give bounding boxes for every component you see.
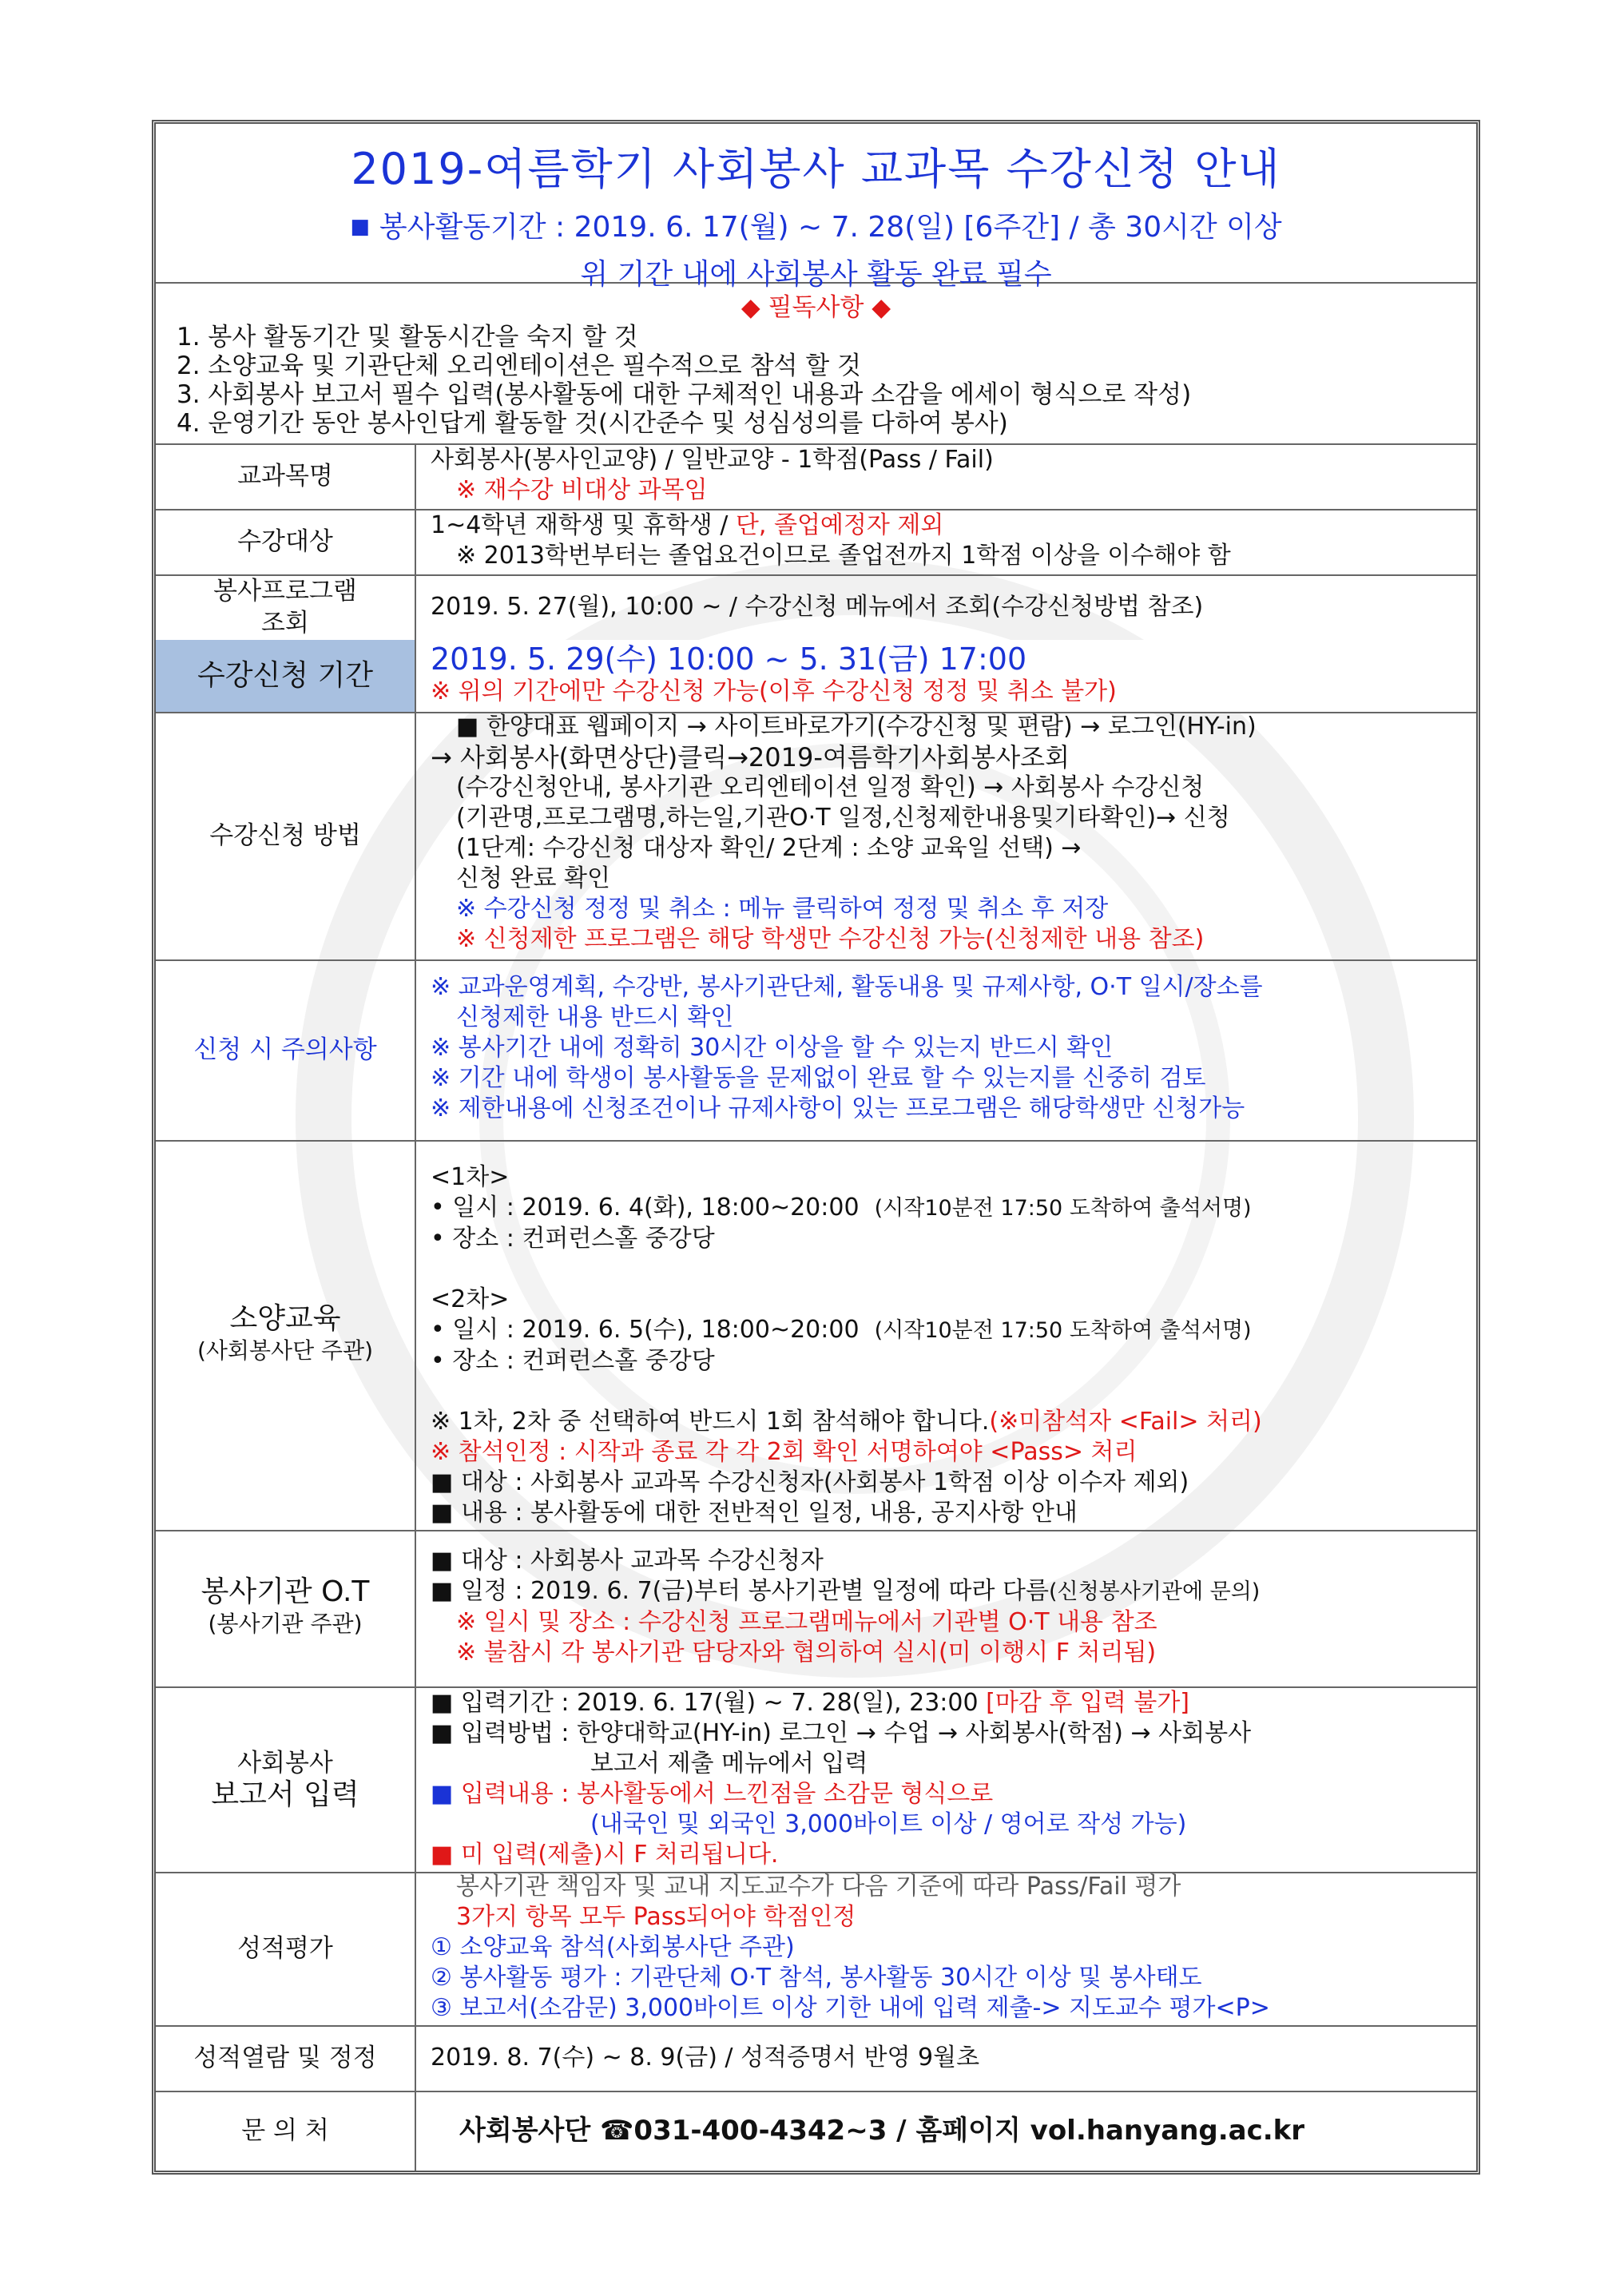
caution-item: ※ 봉사기간 내에 정확히 30시간 이상을 할 수 있는지 반드시 확인 (431, 1034, 1114, 1062)
notice-item: 2. 소양교육 및 기관단체 오리엔테이션은 필수적으로 참석 할 것 (177, 352, 862, 380)
session2-place: • 장소 : 컨퍼런스홀 중강당 (431, 1347, 715, 1375)
contact-info: 사회봉사단 ☎031-400-4342~3 / 홈페이지 vol.hanyang.ac.kr (459, 2115, 1305, 2147)
absence-fail-note: (※미참석자 <Fail> 처리) (989, 1408, 1262, 1436)
caution-item: ※ 제한내용에 신청조건이나 규제사항이 있는 프로그램은 해당학생만 신청가능 (431, 1094, 1245, 1122)
method-step: (기관명,프로그램명,하는일,기관O·T 일정,신청제한내용및기타확인)→ 신청 (456, 804, 1230, 832)
education-label: 소양교육 (사회봉사단 주관) (156, 1140, 416, 1530)
caution-item: ※ 교과운영계획, 수강반, 봉사기관단체, 활동내용 및 규제사항, O·T 일시/장소를 (431, 973, 1263, 1001)
program-info: 2019. 5. 27(월), 10:00 ~ / 수강신청 메뉴에서 조회(수강신청방법 참조) (431, 593, 1204, 621)
pass-recognition-note: ※ 참석인정 : 시작과 종료 각 각 2회 확인 서명하여야 <Pass> 처리 (431, 1438, 1138, 1466)
session2-heading: <2차> (431, 1285, 510, 1313)
page-title: 2019-여름학기 사회봉사 교과목 수강신청 안내 (351, 144, 1281, 194)
report-row (156, 1686, 1476, 1873)
program-label: 봉사프로그램 조회 (156, 574, 416, 640)
orientation-schedule: ■ 일정 : 2019. 6. 7(금)부터 봉사기관별 일정에 따라 다름 (431, 1577, 1049, 1605)
course-label: 교과목명 (156, 443, 416, 509)
session2-note: (시작10분전 17:50 도착하여 출석서명) (874, 1318, 1252, 1343)
contact-label: 문 의 처 (156, 2091, 416, 2171)
report-label: 사회봉사 보고서 입력 (156, 1686, 416, 1872)
square-bullet-icon: ■ (431, 1780, 454, 1808)
result-row (156, 2025, 1476, 2092)
target-exclusion: 단, 졸업예정자 제외 (735, 511, 944, 539)
target-note: ※ 2013학번부터는 졸업요건이므로 졸업전까지 1학점 이상을 이수해야 함 (456, 542, 1231, 570)
education-content: ■ 내용 : 봉사활동에 대한 전반적인 일정, 내용, 공지사항 안내 (431, 1499, 1078, 1527)
target-info: 1~4학년 재학생 및 휴학생 / (431, 511, 736, 539)
caution-item: ※ 기간 내에 학생이 봉사활동을 문제없이 완료 할 수 있는지를 신중히 검토 (431, 1064, 1206, 1092)
method-step: 신청 완료 확인 (456, 864, 610, 892)
grade-row (156, 1872, 1476, 2027)
period-row (156, 640, 1476, 713)
report-method-detail: 보고서 제출 메뉴에서 입력 (590, 1750, 868, 1778)
target-label: 수강대상 (156, 509, 416, 574)
session1-note: (시작10분전 17:50 도착하여 출석서명) (874, 1196, 1252, 1221)
notice-heading: ◆ 필독사항 ◆ (741, 293, 891, 322)
method-step: (수강신청안내, 봉사기관 오리엔테이션 일정 확인) → 사회봉사 수강신청 (456, 773, 1205, 801)
result-label: 성적열람 및 정정 (156, 2025, 416, 2091)
method-row (156, 712, 1476, 961)
education-row (156, 1140, 1476, 1531)
report-deadline-note: [마감 후 입력 불가] (986, 1689, 1190, 1717)
caution-row (156, 959, 1476, 1142)
caution-label: 신청 시 주의사항 (156, 959, 416, 1140)
grade-item: ② 봉사활동 평가 : 기관단체 O·T 참석, 봉사활동 30시간 이상 및 봉사태도 (431, 1964, 1202, 1992)
report-fail-note: ■ 미 입력(제출)시 F 처리됩니다. (431, 1841, 779, 1869)
method-note-edit: ※ 수강신청 정정 및 취소 : 메뉴 클릭하여 정정 및 취소 후 저장 (456, 895, 1109, 923)
program-row (156, 574, 1476, 642)
method-step: (1단계: 수강신청 대상자 확인/ 2단계 : 소양 교육일 선택) → (456, 834, 1082, 862)
method-label: 수강신청 방법 (156, 712, 416, 959)
method-note-restrict: ※ 신청제한 프로그램은 해당 학생만 수강신청 가능(신청제한 내용 참조) (456, 925, 1205, 953)
notice-item: 1. 봉사 활동기간 및 활동시간을 숙지 할 것 (177, 323, 638, 352)
notice-sheet (152, 120, 1480, 2175)
activity-period: ■ 봉사활동기간 : 2019. 6. 17(월) ~ 7. 28(일) [6주간] / 총 30시간 이상 (350, 211, 1282, 244)
report-content: 입력내용 : 봉사활동에서 느낀점을 소감문 형식으로 (453, 1780, 994, 1808)
course-row (156, 443, 1476, 510)
grade-pass-rule: 3가지 항목 모두 Pass되어야 학점인정 (456, 1903, 856, 1931)
report-period: ■ 입력기간 : 2019. 6. 17(월) ~ 7. 28(일), 23:00 (431, 1689, 987, 1717)
session1-heading: <1차> (431, 1163, 510, 1191)
period-note: ※ 위의 기간에만 수강신청 가능(이후 수강신청 정정 및 취소 불가) (431, 677, 1117, 705)
must-read-notice (156, 282, 1476, 445)
method-step: ■ 한양대표 웹페이지 → 사이트바로가기(수강신청 및 편람) → 로그인(HY-in) (456, 713, 1257, 741)
session1-date: • 일시 : 2019. 6. 4(화), 18:00~20:00 (431, 1194, 860, 1221)
notice-item: 3. 사회봉사 보고서 필수 입력(봉사활동에 대한 구체적인 내용과 소감을 에세이 형식으로 작성) (177, 380, 1192, 409)
session2-date: • 일시 : 2019. 6. 5(수), 18:00~20:00 (431, 1316, 860, 1344)
orientation-row (156, 1530, 1476, 1688)
grade-item: ① 소양교육 참석(사회봉사단 주관) (431, 1933, 795, 1961)
session1-place: • 장소 : 컨퍼런스홀 중강당 (431, 1225, 715, 1253)
attendance-note: ※ 1차, 2차 중 선택하여 반드시 1회 참석해야 합니다. (431, 1408, 990, 1436)
grade-label: 성적평가 (156, 1872, 416, 2025)
period-dates: 2019. 5. 29(수) 10:00 ~ 5. 31(금) 17:00 (431, 642, 1027, 677)
course-info: 사회봉사(봉사인교양) / 일반교양 - 1학점(Pass / Fail) (431, 446, 994, 474)
grade-criteria: 봉사기관 책임자 및 교내 지도교수가 다음 기준에 따라 Pass/Fail 평가 (456, 1873, 1181, 1901)
orientation-target: ■ 대상 : 사회봉사 교과목 수강신청자 (431, 1547, 824, 1575)
orientation-place-note: ※ 일시 및 장소 : 수강신청 프로그램메뉴에서 기관별 O·T 내용 참조 (456, 1608, 1157, 1636)
orientation-absence-note: ※ 불참시 각 봉사기관 담당자와 협의하여 실시(미 이행시 F 처리됨) (456, 1639, 1157, 1666)
orientation-label: 봉사기관 O.T (봉사기관 주관) (156, 1530, 416, 1686)
report-length: (내국인 및 외국인 3,000바이트 이상 / 영어로 작성 가능) (590, 1810, 1187, 1838)
result-info: 2019. 8. 7(수) ~ 8. 9(금) / 성적증명서 반영 9월초 (431, 2044, 980, 2072)
grade-item: ③ 보고서(소감문) 3,000바이트 이상 기한 내에 입력 제출-> 지도교수 평가<P> (431, 1994, 1270, 2022)
target-row (156, 509, 1476, 576)
caution-item: 신청제한 내용 반드시 확인 (456, 1003, 734, 1031)
course-note: ※ 재수강 비대상 과목임 (456, 476, 708, 504)
method-step: → 사회봉사(화면상단)클릭→2019-여름학기사회봉사조회 (431, 742, 1070, 773)
contact-row (156, 2091, 1476, 2171)
notice-item: 4. 운영기간 동안 봉사인답게 활동할 것(시간준수 및 성심성의를 다하여 봉사) (177, 409, 1008, 438)
report-method: ■ 입력방법 : 한양대학교(HY-in) 로그인 → 수업 → 사회봉사(학점) → 사회봉사 (431, 1719, 1252, 1747)
header (156, 124, 1476, 291)
orientation-inquiry: (신청봉사기관에 문의) (1048, 1579, 1261, 1604)
period-label: 수강신청 기간 (156, 640, 416, 712)
completion-requirement: 위 기간 내에 사회봉사 활동 완료 필수 (580, 258, 1052, 291)
square-bullet-icon: ■ (350, 215, 370, 239)
education-target: ■ 대상 : 사회봉사 교과목 수강신청자(사회봉사 1학점 이상 이수자 제외) (431, 1468, 1189, 1496)
